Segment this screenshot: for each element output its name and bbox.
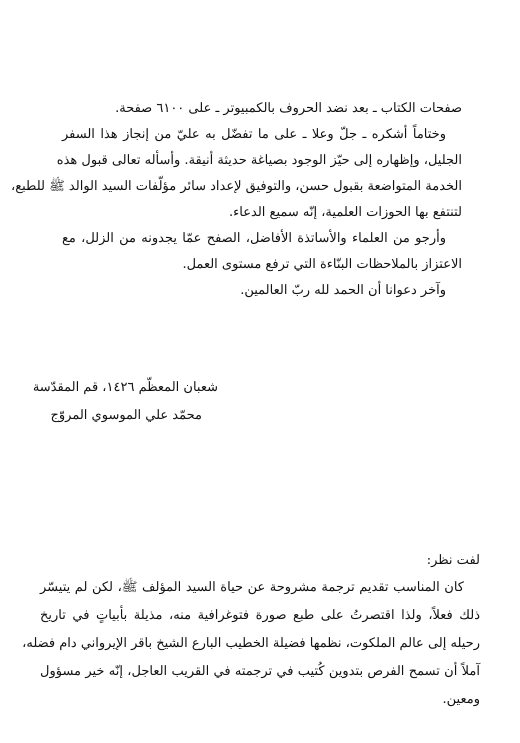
text-line: صفحات الكتاب ـ بعد نضد الحروف بالكمبيوتر ـ على ٦١٠٠ صفحة.	[115, 101, 462, 116]
text-line: الجليل، وإظهاره إلى حيّز الوجود بصياغة حديثة أنيقة. وأسأله تعالى قبول هذه	[56, 153, 462, 168]
note-section	[22, 548, 480, 714]
text-line: آملاً أن تسمح الفرص بتدوين كُتيب في ترجمته في القريب العاجل، إنّه خير مسؤول	[40, 664, 480, 679]
text-line: الخدمة المتواضعة بقبول حسن، والتوفيق لإعداد سائر مؤلّفات السيد الوالد ﷺ للطبع،	[11, 179, 462, 194]
signature-block	[18, 374, 218, 430]
text-line: رحيله إلى عالم الملكوت، نظمها فضيلة الخطيب البارع الشيخ باقر الإيرواني دام فضله،	[22, 636, 480, 651]
note-body	[22, 574, 480, 714]
text-line: ذلك فعلاً، ولذا اقتصرتُ على طبع صورة فتوغرافية منه، مذيلة بأبياتٍ في تاريخ	[40, 608, 480, 623]
note-heading: لفت نظر:	[426, 553, 480, 568]
text-line: كان المناسب تقديم ترجمة مشروحة عن حياة السيد المؤلف ﷺ، لكن لم يتيسّر	[40, 580, 464, 595]
text-line: الاعتزاز بالملاحظات البنّاءة التي ترفع مستوى العمل.	[182, 257, 462, 272]
text-line: وأرجو من العلماء والأساتذة الأفاضل، الصفح عمّا يجدونه من الزلل، مع	[62, 231, 446, 246]
signature-author: محمّد علي الموسوي المروّج	[50, 408, 202, 423]
text-line: لتنتفع بها الحوزات العلمية، إنّه سميع الدعاء.	[229, 205, 462, 220]
text-line: وآخر دعوانا أن الحمد لله ربّ العالمين.	[240, 283, 446, 298]
closing-paragraphs	[11, 96, 462, 304]
signature-date-place: شعبان المعظّم ١٤٢٦، قم المقدّسة	[32, 380, 218, 395]
text-line: وختاماً أشكره ـ جلّ وعلا ـ على ما تفضّل به عليّ من إنجاز هذا السفر	[62, 127, 446, 142]
text-line: ومعين.	[442, 692, 480, 707]
